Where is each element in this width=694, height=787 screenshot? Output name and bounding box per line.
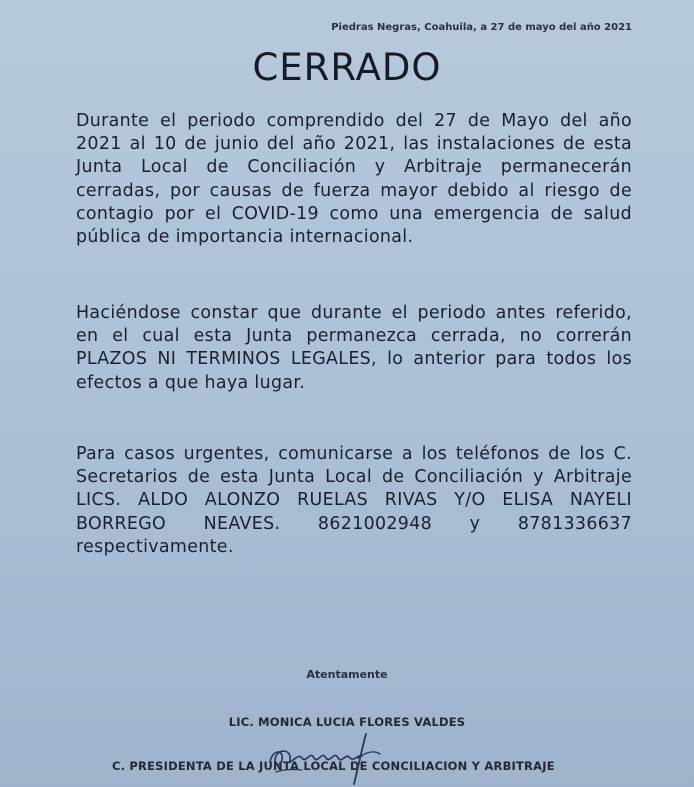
paragraph-closure-period: Durante el periodo comprendido del 27 de Mayo del año 2021 al 10 de junio del año 2021, las instalaciones de esta Junta Local de Conciliación y Arbitraje permanecerán cerradas, por causas de fuerza mayor debido al riesgo de contagio por el COVID-19 como una emergencia de salud pública de importancia internacional.	[76, 111, 632, 248]
handwritten-signature	[262, 728, 392, 787]
date-line: Piedras Negras, Coahuila, a 27 de mayo del año 2021	[331, 22, 632, 33]
signer-name: LIC. MONICA LUCIA FLORES VALDES	[228, 715, 466, 729]
signature-stroke-main	[270, 751, 362, 765]
signature-underline	[276, 770, 302, 772]
paragraph-legal-terms: Haciéndose constar que durante el periodo antes referido, en el cual esta Junta permanezca cerrada, no correrán PLAZOS NI TERMINOS LEGALES, lo anterior para todos los efectos a que haya lugar.	[76, 303, 632, 393]
paragraph-urgent-contacts: Para casos urgentes, comunicarse a los teléfonos de los C. Secretarios de esta Junta Local de Conciliación y Arbitraje LICS. ALDO ALONZO RUELAS RIVAS Y/O ELISA NAYELI BORREGO NEAVES. 8621002948 y 8781336637 respectivamente.	[76, 444, 632, 557]
signer-role: C. PRESIDENTA DE LA JUNTA LOCAL DE CONCILIACION Y ARBITRAJE	[112, 759, 555, 773]
notice-title: CERRADO	[252, 46, 442, 89]
signature-stroke-slash	[354, 734, 366, 784]
closing-salutation: Atentamente	[306, 668, 388, 681]
